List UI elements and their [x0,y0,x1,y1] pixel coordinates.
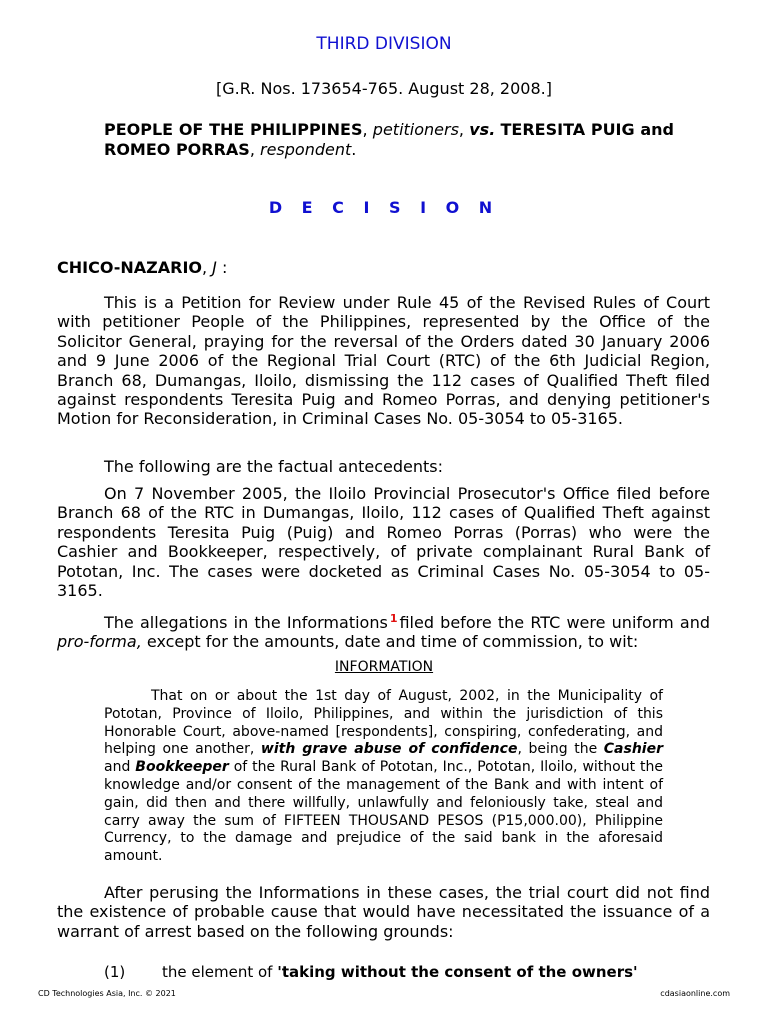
quote-bold-bookkeeper: Bookkeeper [135,759,229,776]
paragraph-2: The following are the factual antecedents: [104,457,443,476]
quote-bold-grave-abuse: with grave abuse of confidence [260,741,518,758]
quote-text-1: That on or about the 1st day of August, 2002, in the Municipality of Pototan, Province of Iloilo, Philippines, and within the jurisdiction of this Honorable Court, above-named [respondents], conspiring, confederating, and helping one another, [104,688,663,758]
paragraph-3: On 7 November 2005, the Iloilo Provincial Prosecutor's Office filed before Branch 68 of the RTC in Dumangas, Iloilo, 112 cases of Qualified Theft against respondents Teresita Puig (Puig) and Romeo Porras (Porras) who were the Cashier and Bookkeeper, respectively, of private complainant Rural Bank of Pototan, Inc. The cases were docketed as Criminal Cases No. 05-3054 to 05-3165. [57,484,710,601]
footnote-link-1[interactable]: 1 [389,612,398,625]
paragraph-1: This is a Petition for Review under Rule 45 of the Revised Rules of Court with petitioner People of the Philippines, represented by the Office of the Solicitor General, praying for the reversal of the Orders dated 30 January 2006 and 9 June 2006 of the Regional Trial Court (RTC) of the 6th Judicial Region, Branch 68, Dumangas, Iloilo, dismissing the 112 cases of Qualified Theft filed against respondents Teresita Puig and Romeo Porras, and denying petitioner's Motion for Reconsideration, in Criminal Cases No. 05-3054 to 05-3165. [57,293,710,429]
footer-site: cdasiaonline.com [660,989,730,998]
ground-item-1 [104,963,638,981]
p4-mid: filed before the RTC were uniform and [399,613,710,632]
respondent-role: respondent [260,140,352,159]
ponente: CHICO-NAZARIO, J : [57,258,228,277]
p4-before: The allegations in the Informations [104,613,388,632]
p4-after: except for the amounts, date and time of commission, to wit: [146,632,639,652]
ground-bold: 'taking without the consent of the owners' [277,963,638,981]
quote-bold-cashier: Cashier [603,741,663,758]
ponente-name: CHICO-NAZARIO [57,258,202,277]
ground-number: (1) [104,963,126,981]
versus: vs. [469,120,496,139]
information-quote [104,688,663,866]
petitioner-role: petitioners [372,120,459,139]
decision-heading: D E C I S I O N [268,198,500,217]
footer-copyright: CD Technologies Asia, Inc. © 2021 [38,989,176,998]
p4-italic: pro-forma, [57,632,142,652]
paragraph-5: After perusing the Informations in these cases, the trial court did not find the existence of probable cause that would have necessitated the issuance of a warrant of arrest based on the following grounds: [57,883,710,941]
paragraph-4 [57,609,710,652]
division-heading: THIRD DIVISION [316,34,452,54]
quote-text-2: , being the [517,741,598,758]
ponente-title: J [212,258,217,277]
respondent-names: TERESITA PUIG and ROMEO PORRAS [104,120,674,159]
ground-text: the element of [162,963,273,981]
petitioner-name: PEOPLE OF THE PHILIPPINES [104,120,363,139]
information-title: INFORMATION [334,659,434,675]
quote-text-4: of the Rural Bank of Pototan, Inc., Pototan, Iloilo, without the knowledge and/or consent of the management of the Bank and with intent of gain, did then and there willfully, unlawfully and feloniously take, steal and carry away the sum of FIFTEEN THOUSAND PESOS (P15,000.00), Philippine Currency, to the damage and prejudice of the said bank in the aforesaid amount. [104,759,663,865]
case-number: [G.R. Nos. 173654-765. August 28, 2008.] [216,79,552,98]
quote-text-3: and [104,759,131,776]
case-parties: PEOPLE OF THE PHILIPPINES, petitioners, vs. TERESITA PUIG and ROMEO PORRAS, respondent. [104,120,674,159]
